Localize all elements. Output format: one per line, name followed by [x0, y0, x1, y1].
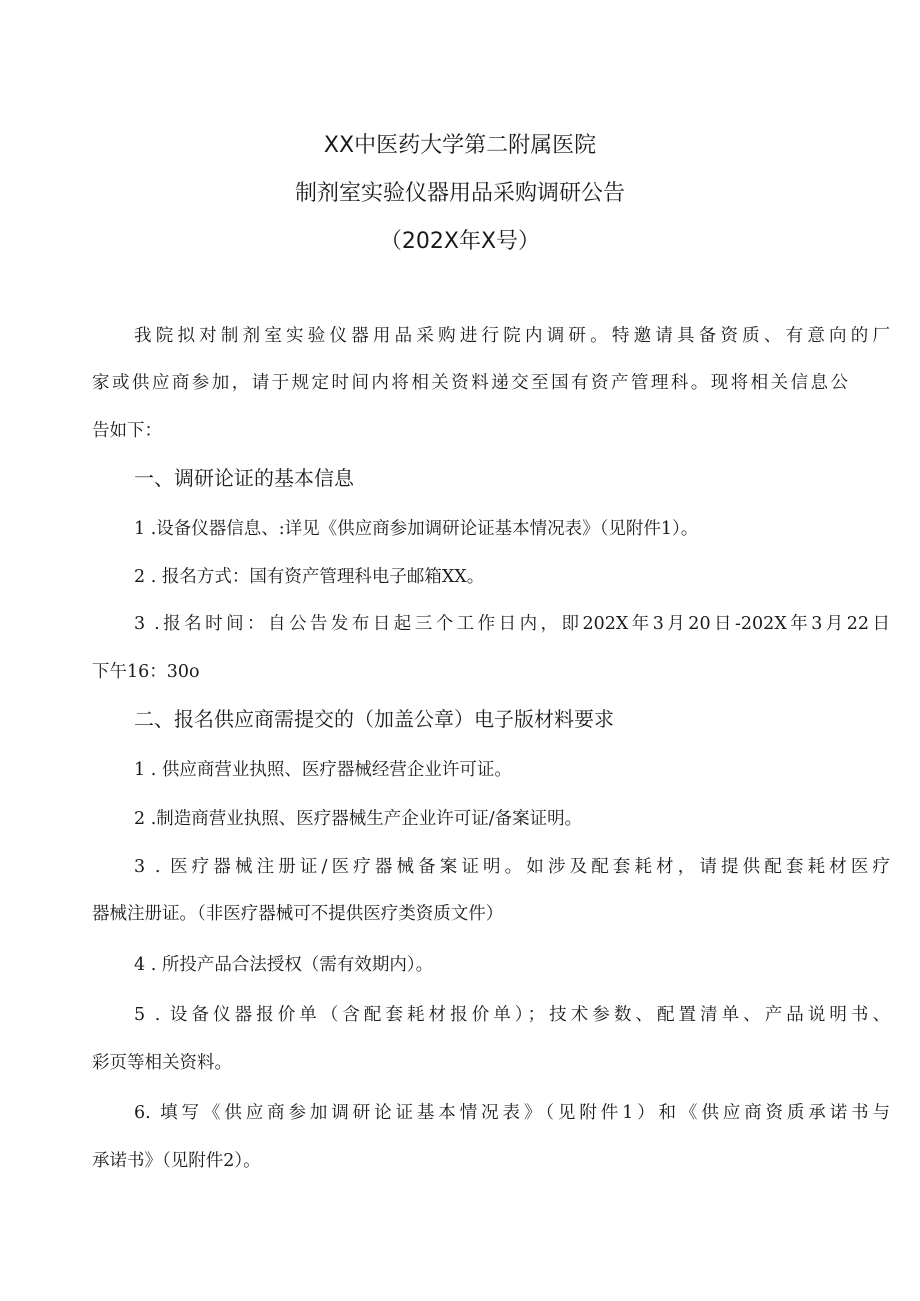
section-heading-basic-info: 一、调研论证的基本信息 — [134, 466, 354, 490]
intro-paragraph-line-3: 告如下： — [92, 421, 162, 441]
section2-item-3-line-2: 器械注册证。（非医疗器械可不提供医疗类资质文件） — [92, 904, 504, 924]
section-heading-materials: 二、报名供应商需提交的（加盖公章）电子版材料要求 — [134, 707, 614, 731]
section1-item-2: 2 . 报名方式：国有资产管理科电子邮箱XX。 — [134, 567, 485, 587]
section2-item-2: 2 .制造商营业执照、医疗器械生产企业许可证/备案证明。 — [134, 809, 583, 829]
section2-item-1: 1 . 供应商营业执照、医疗器械经营企业许可证。 — [134, 760, 512, 780]
section2-item-5-line-2: 彩页等相关资料。 — [92, 1053, 232, 1073]
intro-paragraph-line-2: 家或供应商参加，请于规定时间内将相关资料递交至国有资产管理科。现将相关信息公 — [92, 373, 848, 393]
document-number: （202X年X号） — [379, 229, 541, 254]
section2-item-4: 4 . 所投产品合法授权（需有效期内）。 — [134, 955, 434, 975]
section1-item-1: 1 .设备仪器信息、:详见《供应商参加调研论证基本情况表》（见附件1）。 — [134, 519, 699, 539]
section1-item-3-line-2: 下午16：30o — [92, 662, 200, 682]
section2-item-5-line-1: 5 . 设备仪器报价单（含配套耗材报价单）；技术参数、配置清单、产品说明书、 — [134, 1005, 890, 1025]
section1-item-3-line-1: 3 .报名时间：自公告发布日起三个工作日内，即202X年3月20日-202X年3月22日 — [134, 614, 890, 634]
section2-item-6-line-2: 承诺书》（见附件2）。 — [92, 1151, 261, 1171]
document-title-hospital: XX中医药大学第二附属医院 — [323, 133, 597, 158]
section2-item-3-line-1: 3 . 医疗器械注册证/医疗器械备案证明。如涉及配套耗材，请提供配套耗材医疗 — [134, 857, 890, 877]
document-title-subject: 制剂室实验仪器用品采购调研公告 — [294, 181, 625, 206]
section2-item-6-line-1: 6. 填写《供应商参加调研论证基本情况表》（见附件1）和《供应商资质承诺书与 — [134, 1103, 890, 1123]
intro-paragraph-line-1: 我院拟对制剂室实验仪器用品采购进行院内调研。特邀请具备资质、有意向的厂 — [134, 326, 890, 346]
